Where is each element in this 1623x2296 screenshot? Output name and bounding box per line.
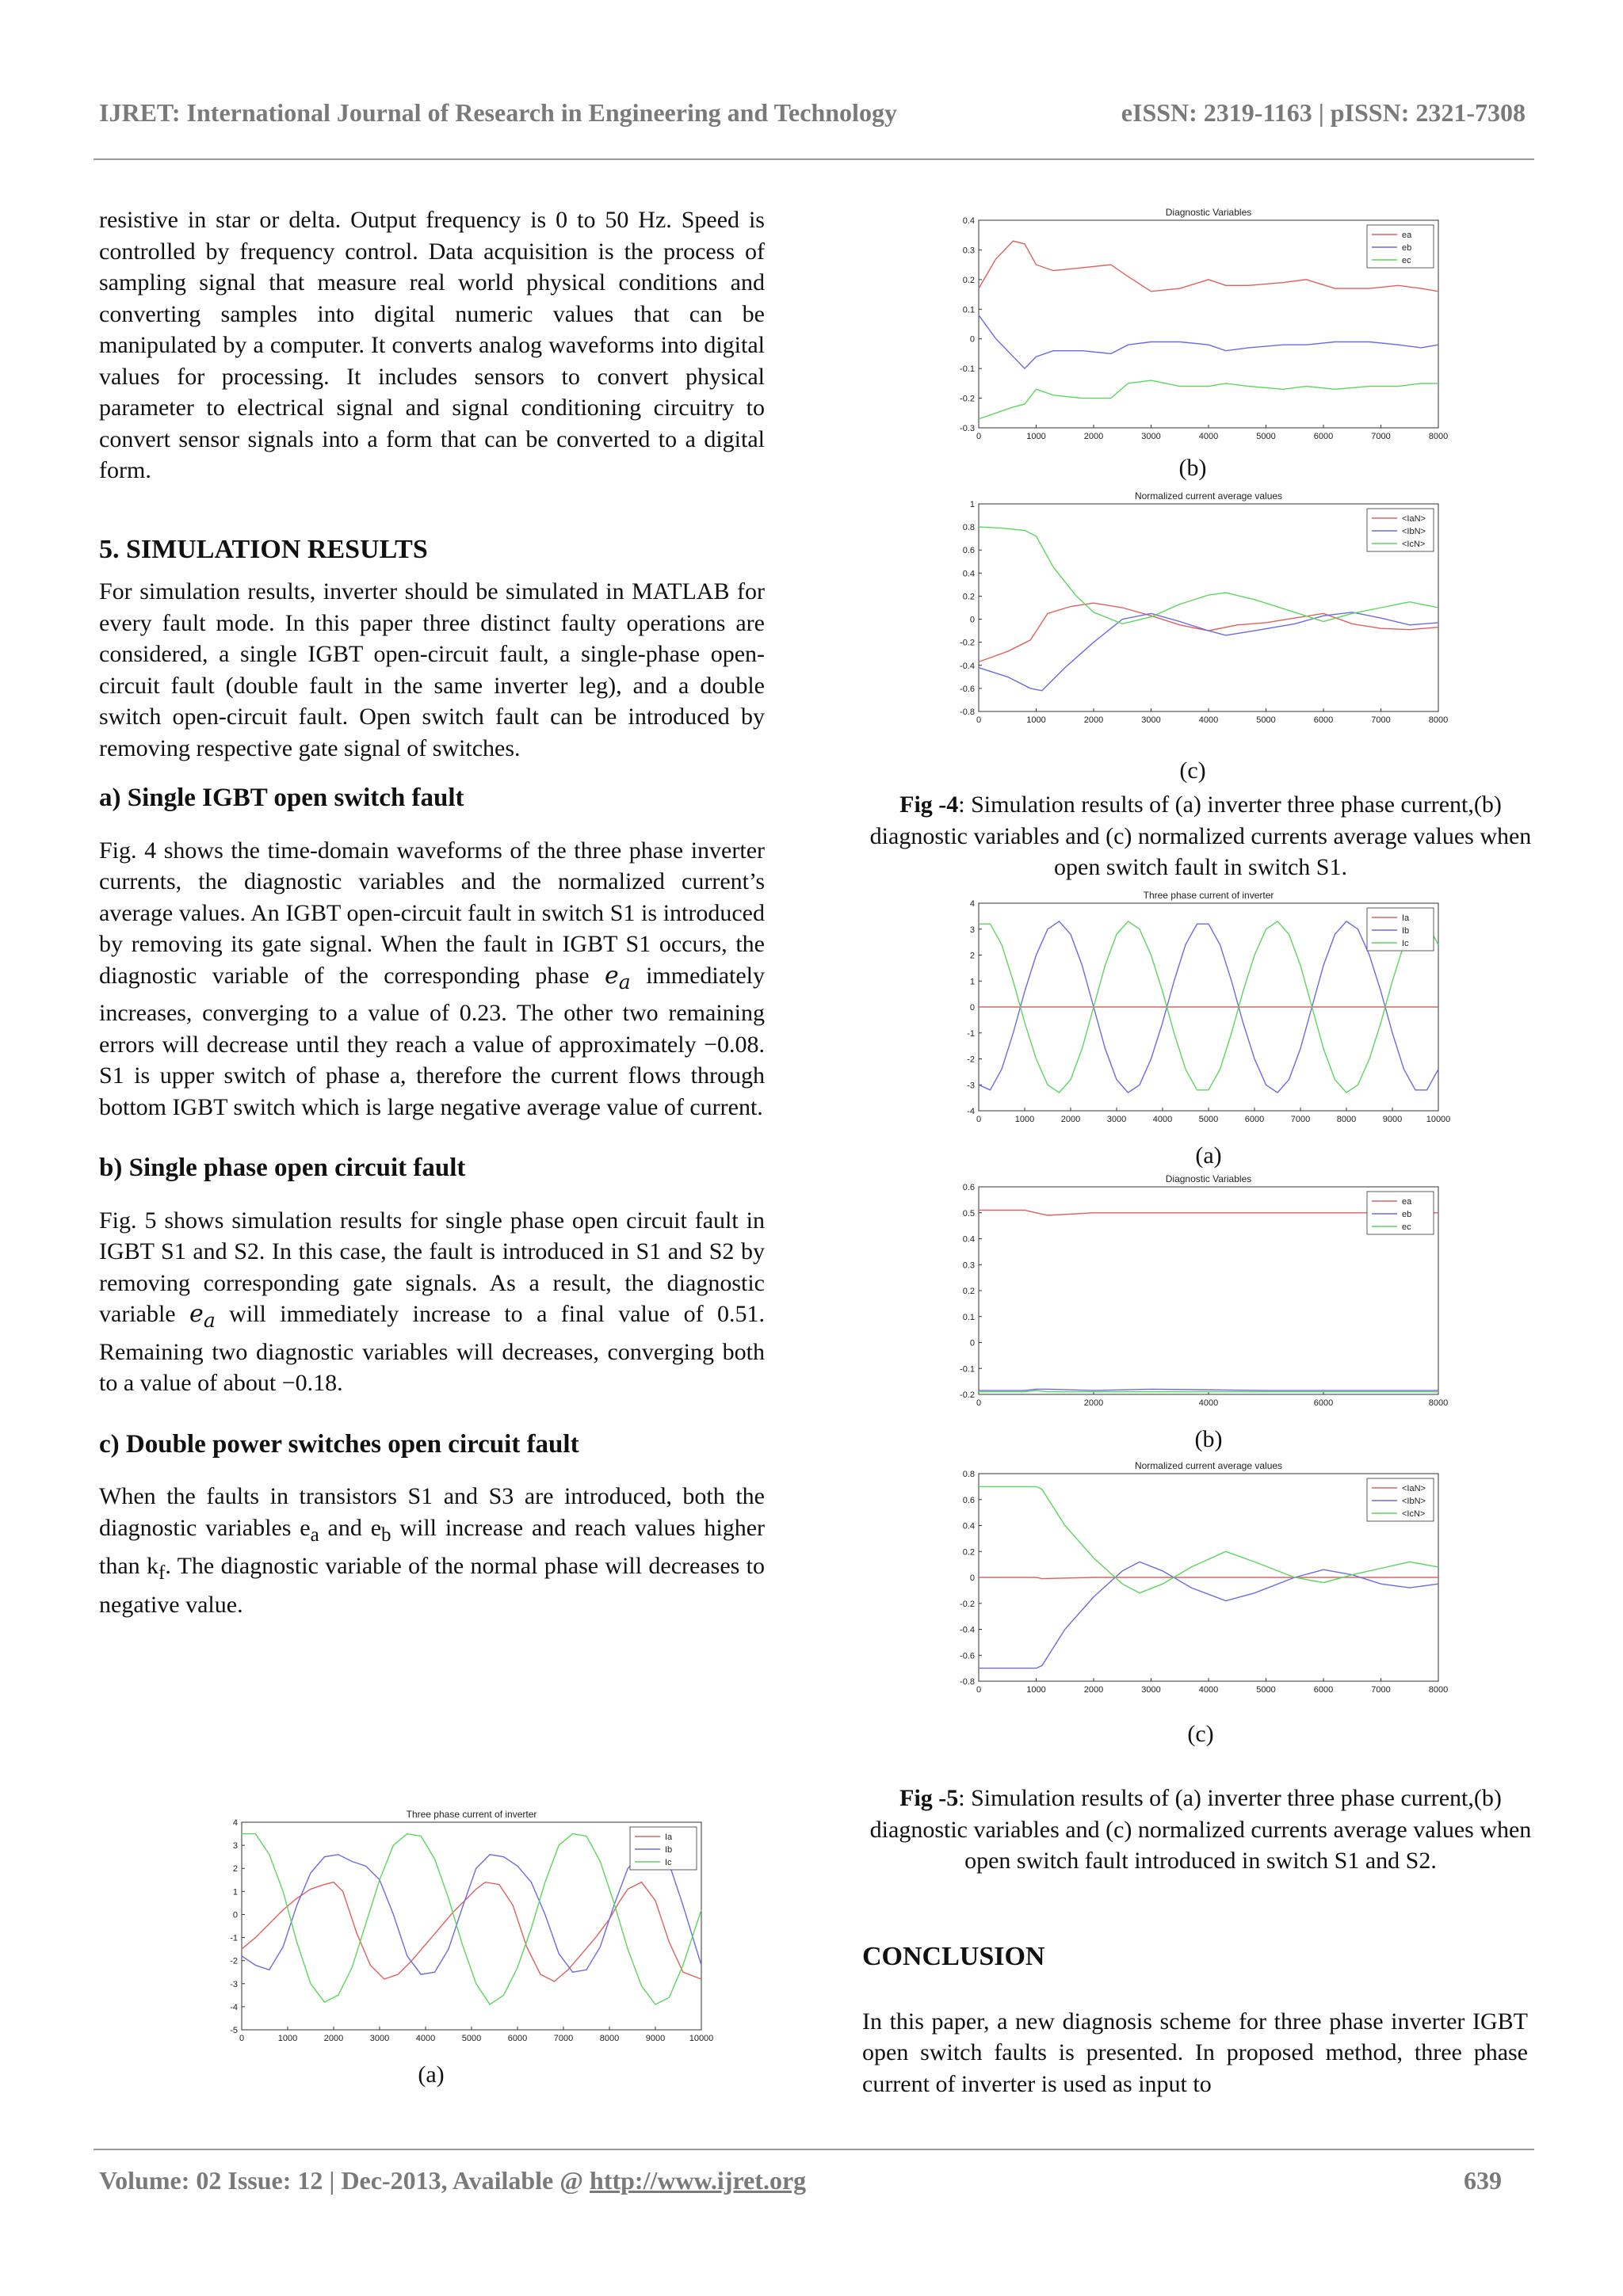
y-tick-label: -4 bbox=[230, 2002, 238, 2012]
x-tick-label: 7000 bbox=[1371, 432, 1391, 441]
x-tick-label: 2000 bbox=[1083, 1398, 1104, 1408]
x-tick-label: 0 bbox=[976, 1685, 982, 1695]
y-tick-label: -0.8 bbox=[960, 1677, 975, 1687]
chart-fig5b bbox=[939, 1171, 1449, 1417]
legend-label: Ib bbox=[665, 1845, 673, 1855]
y-tick-label: -0.2 bbox=[960, 394, 975, 404]
x-tick-label: 1000 bbox=[1026, 715, 1046, 725]
x-tick-label: 0 bbox=[239, 2034, 245, 2043]
y-tick-label: 0.4 bbox=[962, 1234, 975, 1245]
x-tick-label: 3000 bbox=[1106, 1115, 1127, 1124]
chart-fig5c bbox=[939, 1458, 1449, 1703]
chart-svg bbox=[939, 1458, 1449, 1703]
chart-title: Diagnostic Variables bbox=[1165, 207, 1252, 218]
x-tick-label: 5000 bbox=[1198, 1115, 1219, 1124]
y-tick-label: 0 bbox=[969, 1573, 975, 1583]
x-tick-label: 5000 bbox=[461, 2034, 482, 2043]
x-tick-label: 4000 bbox=[1198, 432, 1219, 441]
figure-label: (b) bbox=[1178, 455, 1207, 481]
y-tick-label: -3 bbox=[967, 1081, 975, 1091]
journal-link[interactable]: http://www.ijret.org bbox=[590, 2166, 807, 2195]
y-tick-label: -0.2 bbox=[960, 1599, 975, 1609]
x-tick-label: 0 bbox=[976, 1115, 982, 1124]
chart-svg bbox=[939, 1171, 1449, 1417]
legend-box bbox=[1367, 908, 1434, 951]
legend-label: <IcN> bbox=[1402, 540, 1426, 549]
variable-ea: $e_a$ bbox=[604, 961, 631, 994]
x-tick-label: 0 bbox=[976, 1398, 982, 1408]
legend-box bbox=[630, 1827, 697, 1870]
x-tick-label: 0 bbox=[976, 715, 982, 725]
x-tick-label: 2000 bbox=[1083, 715, 1104, 725]
x-tick-label: 10000 bbox=[689, 2034, 714, 2043]
y-tick-label: -1 bbox=[967, 1028, 975, 1039]
x-tick-label: 8000 bbox=[1428, 432, 1449, 441]
y-tick-label: -4 bbox=[967, 1107, 975, 1116]
y-tick-label: -0.4 bbox=[960, 661, 975, 671]
x-tick-label: 7000 bbox=[553, 2034, 574, 2043]
x-tick-label: 4000 bbox=[1152, 1115, 1173, 1124]
x-tick-label: 6000 bbox=[507, 2034, 528, 2043]
subsection-b-heading: b) Single phase open circuit fault bbox=[99, 1154, 466, 1182]
fig5-caption: Fig -5: Simulation results of (a) inverter three phase current,(b) diagnostic variables and (c) normalized currents average values when open switch fault introduced in switch S1 and S2. bbox=[869, 1785, 1532, 1874]
y-tick-label: 0.6 bbox=[962, 546, 975, 556]
journal-title: IJRET: International Journal of Research in Engineering and Technology bbox=[99, 98, 897, 127]
chart-fig4b bbox=[939, 204, 1449, 450]
x-tick-label: 8000 bbox=[1336, 1115, 1357, 1124]
y-tick-label: 1 bbox=[969, 977, 975, 987]
y-tick-label: -0.2 bbox=[960, 1390, 975, 1400]
y-tick-label: 0 bbox=[232, 1910, 238, 1920]
subsection-c-paragraph: When the faults in transistors S1 and S3 are introduced, both the diagnostic variables $e_a$ and $e_b$ will increase and reach values higher than $k_f$. The diagnostic variable of the normal phase will decreases to negative value. bbox=[99, 1483, 765, 1618]
x-tick-label: 6000 bbox=[1313, 715, 1334, 725]
subsection-a-heading: a) Single IGBT open switch fault bbox=[99, 784, 464, 812]
y-tick-label: -2 bbox=[230, 1956, 238, 1966]
x-tick-label: 4000 bbox=[1198, 1398, 1219, 1408]
y-tick-label: -3 bbox=[230, 1979, 238, 1989]
legend-label: ea bbox=[1402, 1197, 1412, 1207]
chart-fig6a bbox=[202, 1806, 714, 2052]
legend-box bbox=[1367, 1192, 1434, 1234]
x-tick-label: 4000 bbox=[1198, 715, 1219, 725]
legend-box bbox=[1367, 225, 1434, 268]
chart-title: Three phase current of inverter bbox=[406, 1809, 537, 1820]
x-tick-label: 6000 bbox=[1313, 1685, 1334, 1695]
x-tick-label: 3000 bbox=[1141, 715, 1161, 725]
y-tick-label: 0.6 bbox=[962, 1495, 975, 1505]
x-tick-label: 2000 bbox=[1083, 1685, 1104, 1695]
x-tick-label: 0 bbox=[976, 432, 982, 441]
y-tick-label: 0.3 bbox=[962, 1261, 975, 1271]
chart-svg bbox=[939, 488, 1449, 734]
header-rule bbox=[94, 158, 1534, 160]
chart-title: Normalized current average values bbox=[1134, 1460, 1283, 1471]
y-tick-label: -0.6 bbox=[960, 684, 975, 694]
legend-label: ea bbox=[1402, 231, 1412, 240]
y-tick-label: 0 bbox=[969, 1338, 975, 1348]
x-tick-label: 6000 bbox=[1313, 432, 1334, 441]
legend-label: eb bbox=[1402, 243, 1412, 253]
legend-label: Ia bbox=[665, 1833, 673, 1842]
y-tick-label: 0.5 bbox=[962, 1208, 975, 1219]
x-tick-label: 7000 bbox=[1290, 1115, 1311, 1124]
x-tick-label: 1000 bbox=[1026, 1685, 1046, 1695]
x-tick-label: 5000 bbox=[1256, 1685, 1276, 1695]
legend-label: Ib bbox=[1402, 926, 1410, 936]
y-tick-label: 0.2 bbox=[962, 1547, 975, 1558]
y-tick-label: 0.1 bbox=[962, 1312, 975, 1322]
x-tick-label: 3000 bbox=[1141, 432, 1161, 441]
legend-label: <IaN> bbox=[1402, 1484, 1426, 1493]
variable-ea: $e_a$ bbox=[189, 1300, 216, 1332]
chart-svg bbox=[939, 887, 1451, 1133]
y-tick-label: -0.2 bbox=[960, 638, 975, 648]
x-tick-label: 10000 bbox=[1426, 1115, 1451, 1124]
legend-label: Ic bbox=[665, 1858, 672, 1867]
figure-label: (a) bbox=[1195, 1142, 1222, 1169]
chart-title: Normalized current average values bbox=[1134, 490, 1283, 502]
x-tick-label: 8000 bbox=[1428, 1685, 1449, 1695]
y-tick-label: 3 bbox=[969, 925, 975, 935]
right-column-text bbox=[862, 1941, 1528, 2100]
y-tick-label: 0.8 bbox=[962, 523, 975, 533]
x-tick-label: 9000 bbox=[1382, 1115, 1403, 1124]
legend-label: ec bbox=[1402, 256, 1411, 265]
y-tick-label: 1 bbox=[969, 500, 975, 509]
conclusion-heading: CONCLUSION bbox=[862, 1942, 1045, 1971]
legend-label: eb bbox=[1402, 1210, 1412, 1219]
x-tick-label: 3000 bbox=[369, 2034, 390, 2043]
footer-rule bbox=[94, 2149, 1534, 2150]
y-tick-label: 0.6 bbox=[962, 1183, 975, 1192]
legend-label: Ia bbox=[1402, 913, 1410, 923]
x-tick-label: 8000 bbox=[1428, 715, 1449, 725]
x-tick-label: 1000 bbox=[1014, 1115, 1035, 1124]
volume-info: Volume: 02 Issue: 12 | Dec-2013, Available @ bbox=[99, 2166, 590, 2195]
chart-svg bbox=[202, 1806, 714, 2052]
x-tick-label: 1000 bbox=[1026, 432, 1046, 441]
x-tick-label: 5000 bbox=[1256, 715, 1276, 725]
section-5-heading: 5. SIMULATION RESULTS bbox=[99, 534, 428, 564]
issn-label: eISSN: 2319-1163 | pISSN: 2321-7308 bbox=[1121, 98, 1526, 127]
y-tick-label: -2 bbox=[967, 1055, 975, 1065]
y-tick-label: 0 bbox=[969, 1003, 975, 1013]
x-tick-label: 4000 bbox=[415, 2034, 436, 2043]
y-tick-label: 0.4 bbox=[962, 1521, 975, 1531]
x-tick-label: 9000 bbox=[645, 2034, 666, 2043]
y-tick-label: -0.8 bbox=[960, 707, 975, 717]
x-tick-label: 8000 bbox=[599, 2034, 620, 2043]
y-tick-label: 0.2 bbox=[962, 275, 975, 285]
x-tick-label: 3000 bbox=[1141, 1685, 1161, 1695]
figure-label: (c) bbox=[1179, 757, 1206, 784]
y-tick-label: 0 bbox=[969, 615, 975, 625]
subsection-b-paragraph: Fig. 5 shows simulation results for single phase open circuit fault in IGBT S1 and S2. In this case, the fault is introduced in S1 and S2 by removing corresponding gate signals. As a result, the diagnostic variable $e_a$ will immediately increase to a final value of 0.51. Remaining two diagnostic variables will decreases, converging both to a value of about −0.18. bbox=[99, 1207, 766, 1396]
fig4-caption: Fig -4: Simulation results of (a) inverter three phase current,(b) diagnostic variables and (c) normalized currents average values when open switch fault in switch S1. bbox=[869, 791, 1532, 880]
y-tick-label: 0.3 bbox=[962, 246, 975, 256]
legend-label: <IbN> bbox=[1402, 527, 1426, 536]
legend-label: <IcN> bbox=[1402, 1509, 1426, 1519]
y-tick-label: 3 bbox=[232, 1841, 238, 1852]
subsection-a-paragraph: Fig. 4 shows the time-domain waveforms of the three phase inverter currents, the diagnostic variables and the normalized current’s average values. An IGBT open-circuit fault in switch S1 is introduced by removing its gate signal. When the fault in IGBT S1 occurs, the diagnostic variable of the corresponding phase $e_a$ immediately increases, converging to a value of 0.23. The other two remaining errors will decrease until they reach a value of approximately −0.08. S1 is upper switch of phase a, therefore the current flows through bottom IGBT switch which is large negative average value of current. bbox=[99, 837, 766, 1120]
y-tick-label: 0.4 bbox=[962, 569, 975, 579]
y-tick-label: 0.2 bbox=[962, 1287, 975, 1296]
x-tick-label: 2000 bbox=[323, 2034, 344, 2043]
conclusion-paragraph: In this paper, a new diagnosis scheme for three phase inverter IGBT open switch faults is presented. In proposed method, three phase current of inverter is used as input to bbox=[862, 2008, 1528, 2097]
y-tick-label: 0.2 bbox=[962, 592, 975, 602]
y-tick-label: 2 bbox=[969, 951, 975, 961]
x-tick-label: 4000 bbox=[1198, 1685, 1219, 1695]
x-tick-label: 2000 bbox=[1060, 1115, 1081, 1124]
legend-label: ec bbox=[1402, 1222, 1411, 1232]
chart-fig5a bbox=[939, 887, 1451, 1133]
y-tick-label: 0.8 bbox=[962, 1470, 975, 1479]
y-tick-label: -0.3 bbox=[960, 424, 975, 433]
figure-label: (a) bbox=[418, 2061, 445, 2088]
x-tick-label: 8000 bbox=[1428, 1398, 1449, 1408]
section-5-paragraph: For simulation results, inverter should be simulated in MATLAB for every fault mode. In this paper three distinct faulty operations are considered, a single IGBT open-circuit fault, a single-phase open-circuit fault (double fault in the same inverter leg), and a double switch open-circuit fault. Open switch fault can be introduced by removing respective gate signal of switches. bbox=[99, 578, 765, 761]
y-tick-label: 0.4 bbox=[962, 216, 975, 226]
y-tick-label: -0.6 bbox=[960, 1651, 975, 1661]
figure-label: (c) bbox=[1187, 1721, 1214, 1747]
legend-label: <IaN> bbox=[1402, 514, 1426, 524]
subsection-c-heading: c) Double power switches open circuit fault bbox=[99, 1429, 579, 1459]
left-column bbox=[99, 204, 765, 1620]
x-tick-label: 6000 bbox=[1244, 1115, 1265, 1124]
y-tick-label: -5 bbox=[230, 2026, 238, 2035]
chart-title: Diagnostic Variables bbox=[1165, 1173, 1252, 1184]
page-number: 639 bbox=[1464, 2166, 1502, 2195]
figure-label: (b) bbox=[1194, 1426, 1223, 1452]
y-tick-label: -0.1 bbox=[960, 1364, 975, 1375]
y-tick-label: 4 bbox=[969, 899, 975, 909]
y-tick-label: -0.1 bbox=[960, 364, 975, 375]
y-tick-label: 1 bbox=[232, 1887, 238, 1897]
x-tick-label: 6000 bbox=[1313, 1398, 1334, 1408]
x-tick-label: 2000 bbox=[1083, 432, 1104, 441]
x-tick-label: 1000 bbox=[277, 2034, 298, 2043]
legend-label: Ic bbox=[1402, 939, 1409, 948]
page-header bbox=[99, 98, 1526, 128]
x-tick-label: 7000 bbox=[1371, 715, 1391, 725]
chart-fig4c bbox=[939, 488, 1449, 734]
y-tick-label: -0.4 bbox=[960, 1625, 975, 1635]
intro-paragraph: resistive in star or delta. Output frequency is 0 to 50 Hz. Speed is controlled by frequency control. Data acquisition is the process of sampling signal that measure real world physical conditions and converting samples into digital numeric values that can be manipulated by a computer. It converts analog waveforms into digital values for processing. It includes sensors to convert physical parameter to electrical signal and signal conditioning circuitry to convert sensor signals into a form that can be converted to a digital form. bbox=[99, 207, 765, 483]
y-tick-label: 4 bbox=[232, 1818, 238, 1828]
chart-svg bbox=[939, 204, 1449, 450]
y-tick-label: 2 bbox=[232, 1864, 238, 1875]
y-tick-label: -1 bbox=[230, 1933, 238, 1943]
chart-title: Three phase current of inverter bbox=[1143, 890, 1274, 901]
y-tick-label: 0.1 bbox=[962, 305, 975, 315]
x-tick-label: 5000 bbox=[1256, 432, 1276, 441]
y-tick-label: 0 bbox=[969, 334, 975, 345]
legend-label: <IbN> bbox=[1402, 1497, 1426, 1506]
x-tick-label: 7000 bbox=[1371, 1685, 1391, 1695]
page-footer bbox=[99, 2166, 1502, 2195]
